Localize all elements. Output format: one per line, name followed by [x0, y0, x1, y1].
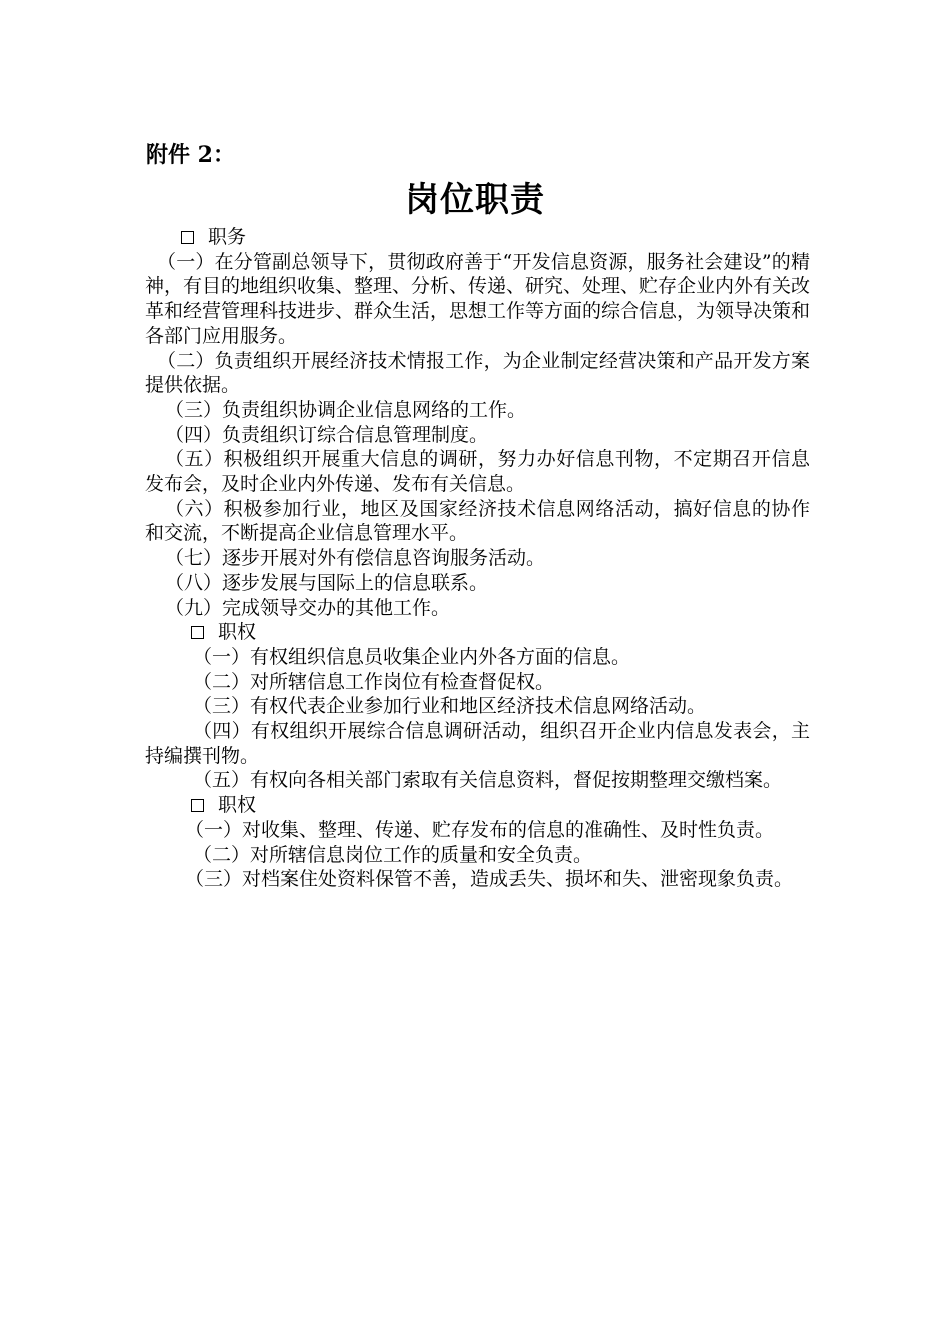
page-title: 岗位职责: [405, 180, 545, 220]
authority-item-3: （三）有权代表企业参加行业和地区经济技术信息网络活动。: [193, 695, 707, 718]
attachment-label: 附件 2：: [146, 142, 235, 168]
duty-item-8: （八）逐步发展与国际上的信息联系。: [165, 571, 489, 594]
authority-item-2: （二）对所辖信息工作岗位有检查督促权。: [193, 670, 555, 693]
checkbox-icon: [181, 231, 194, 244]
duty-item-3: （三）负责组织协调企业信息网络的工作。: [165, 398, 527, 421]
section-heading-responsibility: [145, 793, 810, 818]
responsibility-item-3: （三）对档案住处资料保管不善，造成丢失、损坏和失、泄密现象负责。: [185, 868, 794, 891]
duty-item-1: （一）在分管副总领导下，贯彻政府善于“开发信息资源，服务社会建设”的精神，有目的地组织收集、整理、分析、传递、研究、处理、贮存企业内外有关改革和经营管理科技进步、群众生活，思想工作等方面的综合信息，为领导决策和各部门应用服务。: [145, 250, 811, 347]
section-heading-duties: [145, 225, 810, 250]
authority-item-1: （一）有权组织信息员收集企业内外各方面的信息。: [193, 645, 631, 668]
authority-item-5: （五）有权向各相关部门索取有关信息资料，督促按期整理交缴档案。: [193, 769, 783, 792]
responsibility-item-1: （一）对收集、整理、传递、贮存发布的信息的准确性、及时性负责。: [185, 818, 775, 841]
duty-item-5: （五）积极组织开展重大信息的调研，努力办好信息刊物，不定期召开信息发布会，及时企业内外传递、发布有关信息。: [145, 448, 810, 496]
duty-item-7: （七）逐步开展对外有偿信息咨询服务活动。: [165, 547, 546, 570]
section-heading-label: 职权: [218, 794, 257, 817]
responsibility-item-2: （二）对所辖信息岗位工作的质量和安全负责。: [193, 843, 593, 866]
duty-item-9: （九）完成领导交办的其他工作。: [165, 596, 451, 619]
checkbox-icon: [191, 626, 204, 639]
checkbox-icon: [191, 799, 204, 812]
section-heading-label: 职权: [218, 621, 257, 644]
authority-item-4: （四）有权组织开展综合信息调研活动，组织召开企业内信息发表会，主持编撰刊物。: [145, 720, 810, 767]
section-heading-label: 职务: [208, 226, 247, 248]
document-body: [145, 225, 810, 892]
duty-item-4: （四）负责组织订综合信息管理制度。: [165, 423, 489, 446]
section-heading-authority: [145, 620, 810, 645]
duty-item-2: （二）负责组织开展经济技术情报工作，为企业制定经营决策和产品开发方案提供依据。: [145, 349, 810, 397]
duty-item-6: （六）积极参加行业，地区及国家经济技术信息网络活动，搞好信息的协作和交流，不断提高企业信息管理水平。: [145, 497, 810, 545]
